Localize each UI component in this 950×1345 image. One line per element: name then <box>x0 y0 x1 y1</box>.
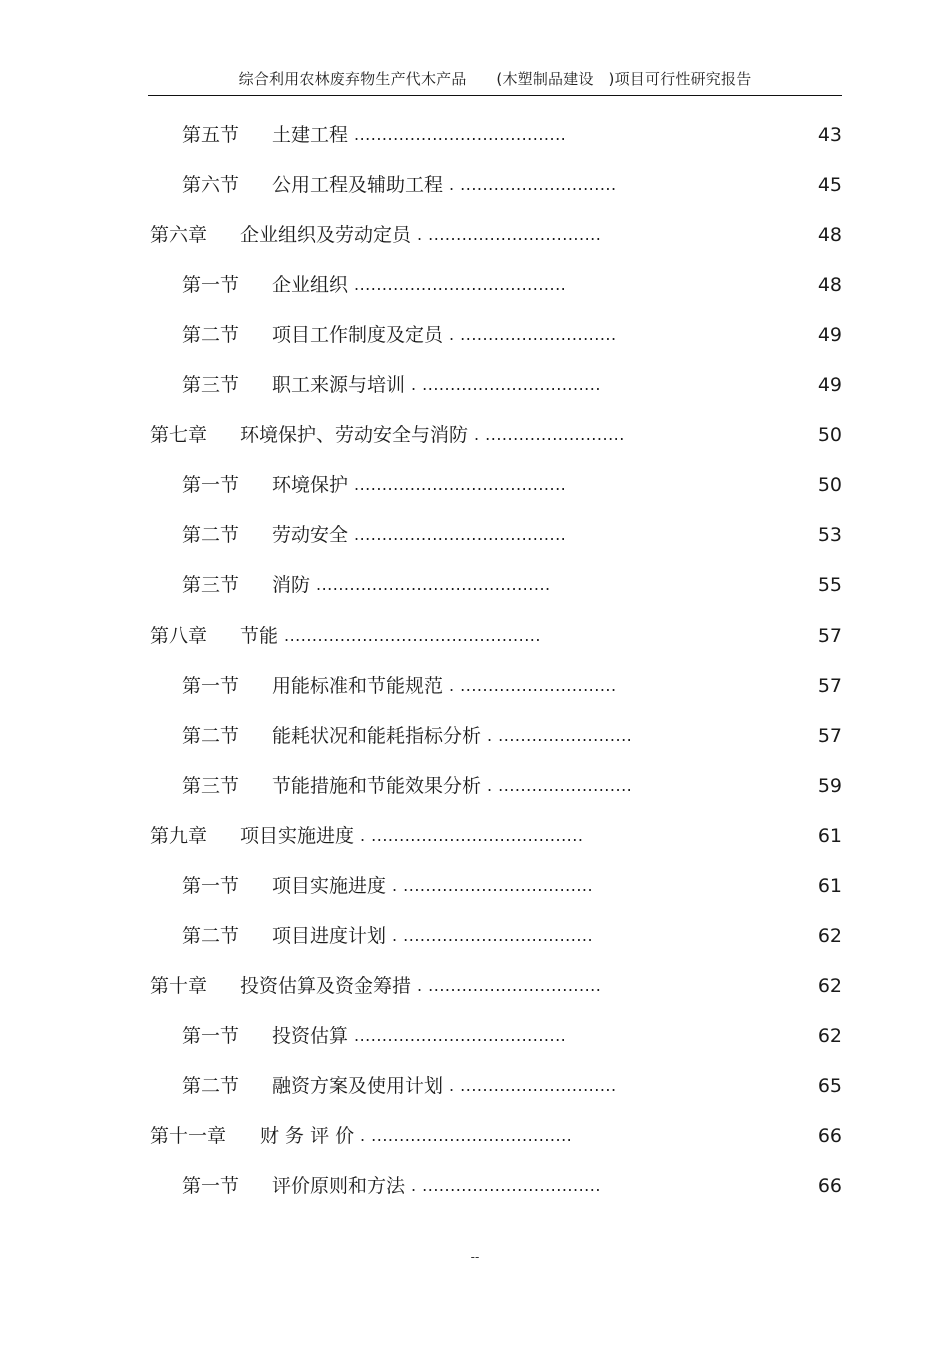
toc-leader-dots: . ............................... <box>417 225 602 244</box>
toc-leader-dots: ...................................... <box>354 275 567 294</box>
toc-entry-title: 土建工程 <box>272 124 349 146</box>
toc-page-number: 61 <box>817 875 842 897</box>
toc-section-row <box>182 872 842 900</box>
toc-page-number: 57 <box>817 725 842 747</box>
toc-entry-number: 第一节 <box>182 675 240 697</box>
toc-chapter-row <box>150 421 842 449</box>
toc-entry-number: 第二节 <box>182 925 240 947</box>
toc-page-number: 62 <box>817 975 842 997</box>
toc-page-number: 57 <box>817 675 842 697</box>
toc-page-number: 59 <box>817 775 842 797</box>
toc-leader-dots: . ............................ <box>449 325 617 344</box>
toc-page-number: 62 <box>817 925 842 947</box>
toc-entry-title: 节能 <box>240 625 279 647</box>
toc-leader-dots: . .................................. <box>392 926 594 945</box>
toc-leader-dots: . ............................... <box>417 976 602 995</box>
toc-entry-number: 第三节 <box>182 574 240 596</box>
toc-entry-number: 第一节 <box>182 474 240 496</box>
toc-section-row <box>182 1172 842 1200</box>
header-rule <box>148 95 842 96</box>
toc-entry-number: 第二节 <box>182 725 240 747</box>
toc-section-row <box>182 471 842 499</box>
toc-entry-title: 企业组织及劳动定员 <box>240 224 412 246</box>
toc-entry-title: 公用工程及辅助工程 <box>272 174 444 196</box>
toc-entry-number: 第十章 <box>150 975 208 997</box>
toc-entry-title: 投资估算及资金筹措 <box>240 975 412 997</box>
toc-chapter-row <box>150 1122 842 1150</box>
toc-entry-number: 第六节 <box>182 174 240 196</box>
toc-entry-number: 第七章 <box>150 424 208 446</box>
toc-section-row <box>182 271 842 299</box>
toc-entry-number: 第二节 <box>182 324 240 346</box>
toc-entry-title: 投资估算 <box>272 1025 349 1047</box>
toc-entry-title: 项目工作制度及定员 <box>272 324 444 346</box>
toc-page-number: 49 <box>817 324 842 346</box>
toc-entry-title: 职工来源与培训 <box>272 374 406 396</box>
toc-entry-title: 环境保护、劳动安全与消防 <box>240 424 469 446</box>
toc-chapter-row <box>150 822 842 850</box>
toc-section-row <box>182 371 842 399</box>
toc-entry-number: 第五节 <box>182 124 240 146</box>
toc-leader-dots: . ............................ <box>449 676 617 695</box>
toc-leader-dots: .......................................... <box>316 575 551 594</box>
toc-section-row <box>182 772 842 800</box>
toc-entry-title: 项目实施进度 <box>240 825 355 847</box>
toc-section-row <box>182 171 842 199</box>
toc-section-row <box>182 922 842 950</box>
toc-leader-dots: . ............................ <box>449 1076 617 1095</box>
toc-entry-number: 第一节 <box>182 875 240 897</box>
toc-leader-dots: . .................................... <box>360 1126 573 1145</box>
toc-leader-dots: . .................................. <box>392 876 594 895</box>
toc-entry-title: 劳动安全 <box>272 524 349 546</box>
toc-section-row <box>182 672 842 700</box>
toc-entry-number: 第一节 <box>182 1025 240 1047</box>
toc-leader-dots: ...................................... <box>354 525 567 544</box>
toc-page-number: 43 <box>817 124 842 146</box>
page-footer: -- <box>470 1250 480 1264</box>
toc-entry-title: 节能措施和节能效果分析 <box>272 775 482 797</box>
toc-entry-title: 环境保护 <box>272 474 349 496</box>
toc-entry-title: 企业组织 <box>272 274 349 296</box>
toc-entry-number: 第十一章 <box>150 1125 227 1147</box>
toc-chapter-row <box>150 972 842 1000</box>
toc-page-number: 48 <box>817 224 842 246</box>
toc-leader-dots: . ................................ <box>411 1176 601 1195</box>
toc-section-row <box>182 121 842 149</box>
toc-section-row <box>182 1022 842 1050</box>
toc-entry-title: 用能标准和节能规范 <box>272 675 444 697</box>
toc-page-number: 65 <box>817 1075 842 1097</box>
toc-page-number: 45 <box>817 174 842 196</box>
toc-page-number: 61 <box>817 825 842 847</box>
toc-entry-title: 评价原则和方法 <box>272 1175 406 1197</box>
toc-page-number: 49 <box>817 374 842 396</box>
toc-leader-dots: . ........................ <box>487 726 633 745</box>
toc-entry-number: 第三节 <box>182 775 240 797</box>
toc-section-row <box>182 321 842 349</box>
toc-leader-dots: . ............................ <box>449 175 617 194</box>
toc-page-number: 62 <box>817 1025 842 1047</box>
toc-leader-dots: ...................................... <box>354 475 567 494</box>
toc-entry-number: 第二节 <box>182 524 240 546</box>
toc-entry-number: 第一节 <box>182 1175 240 1197</box>
toc-page-number: 66 <box>817 1125 842 1147</box>
toc-page-number: 48 <box>817 274 842 296</box>
toc-leader-dots: ...................................... <box>354 125 567 144</box>
toc-leader-dots: . ........................ <box>487 776 633 795</box>
toc-entry-title: 能耗状况和能耗指标分析 <box>272 725 482 747</box>
toc-section-row <box>182 722 842 750</box>
toc-section-row <box>182 1072 842 1100</box>
toc-page-number: 53 <box>817 524 842 546</box>
toc-leader-dots: ...................................... <box>354 1026 567 1045</box>
toc-page-number: 66 <box>817 1175 842 1197</box>
toc-section-row <box>182 571 842 599</box>
toc-chapter-row <box>150 622 842 650</box>
toc-page-number: 55 <box>817 574 842 596</box>
toc-page-number: 57 <box>817 625 842 647</box>
toc-page-number: 50 <box>817 424 842 446</box>
toc-entry-number: 第九章 <box>150 825 208 847</box>
toc-entry-title: 财 务 评 价 <box>260 1125 355 1147</box>
toc-page-number: 50 <box>817 474 842 496</box>
toc-entry-number: 第一节 <box>182 274 240 296</box>
toc-entry-title: 项目进度计划 <box>272 925 387 947</box>
toc-leader-dots: . ......................... <box>474 425 625 444</box>
toc-entry-number: 第三节 <box>182 374 240 396</box>
toc-section-row <box>182 521 842 549</box>
toc-entry-number: 第六章 <box>150 224 208 246</box>
toc-entry-number: 第二节 <box>182 1075 240 1097</box>
toc-leader-dots: . ...................................... <box>360 826 584 845</box>
toc-entry-title: 消防 <box>272 574 311 596</box>
toc-leader-dots: .............................................. <box>284 626 541 645</box>
toc-entry-title: 融资方案及使用计划 <box>272 1075 444 1097</box>
toc-chapter-row <box>150 221 842 249</box>
toc-leader-dots: . ................................ <box>411 375 601 394</box>
toc-entry-title: 项目实施进度 <box>272 875 387 897</box>
running-header: 综合利用农林废弃物生产代木产品 (木塑制品建设 )项目可行性研究报告 <box>238 70 752 88</box>
toc-entry-number: 第八章 <box>150 625 208 647</box>
